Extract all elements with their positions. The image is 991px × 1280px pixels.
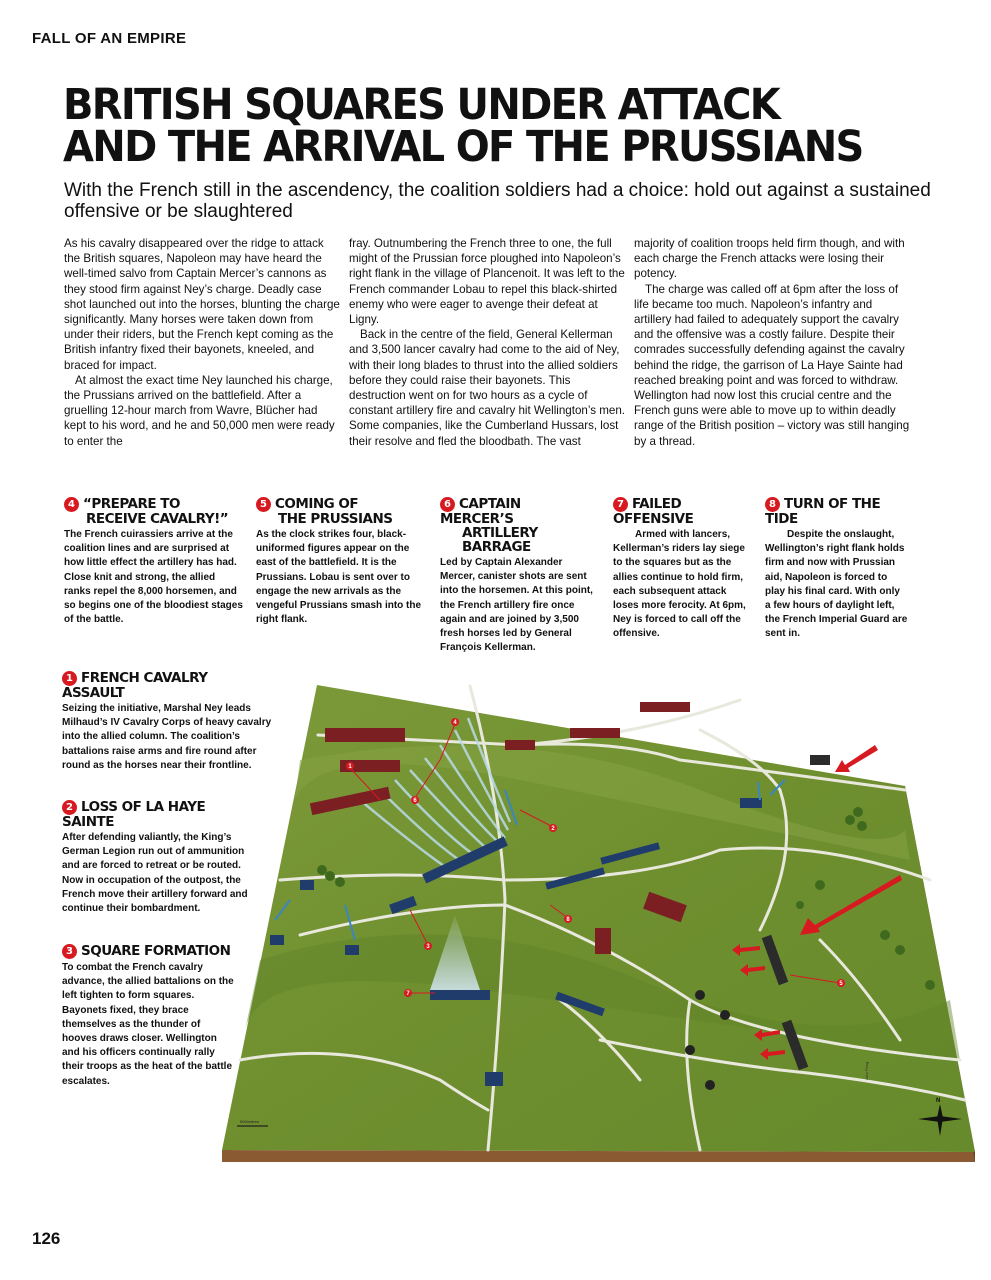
tree xyxy=(815,880,825,890)
callout-6 xyxy=(440,497,598,655)
callout-text: Led by Captain Alexander Mercer, canister shots are sent into the horsemen. At this point, the French artillery fire once again and are joined by 3,500 fresh horses led by General François Kellerman. xyxy=(440,557,593,654)
callout-4 xyxy=(64,497,244,627)
callout-text: To combat the French cavalry advance, the allied battalions on the left tighten to form squares. Bayonets fixed, they brace themselves as the thunder of hooves draws closer. Wellington and his officers continually rally their troops as the heat of the battle escalates. xyxy=(62,962,234,1087)
callout-title: 7 FAILED OFFENSIVE xyxy=(613,496,694,527)
callout-text: As the clock strikes four, black-uniformed figures appear on the east of the battlefield. It is the Prussians. Lobau is sent over to engage the new arrivals as the vengeful Prussians smash into the right flank. xyxy=(256,529,422,626)
artillery xyxy=(695,990,705,1000)
callout-title: 1 FRENCH CAVALRY ASSAULT xyxy=(62,670,208,701)
map-marker-label: 7 xyxy=(406,991,410,997)
map-marker-label: 2 xyxy=(551,826,555,832)
tree xyxy=(925,980,935,990)
body-column-2 xyxy=(349,236,625,449)
tree xyxy=(845,815,855,825)
marker-number-badge: 4 xyxy=(64,497,79,512)
callout-title: 8 TURN OF THE TIDE xyxy=(765,496,881,527)
artillery xyxy=(705,1080,715,1090)
page-number: 126 xyxy=(32,1229,61,1248)
map-marker-label: 8 xyxy=(566,917,570,923)
callout-5 xyxy=(256,497,426,627)
marker-number-badge: 8 xyxy=(765,497,780,512)
body-paragraph: As his cavalry disappeared over the ridge to attack the British squares, Napoleon may have heard the well-timed salvo from Captain Mercer’s cannons as they stood firm against Ney’s charge. Deadly case shot launched out into the horses, blunting the charge significantly. Many horses were taken down from under their riders, but the French kept coming as the British infantry fixed their bayonets, kneeled, and braced for impact. xyxy=(64,237,340,372)
callout-3 xyxy=(62,944,237,1089)
french-unit xyxy=(505,740,535,750)
marker-number-badge: 5 xyxy=(256,497,271,512)
callout-title: 6 CAPTAIN MERCER’S ARTILLERY BARRAGE xyxy=(440,496,538,555)
artillery xyxy=(685,1045,695,1055)
map-earth-side xyxy=(222,1150,975,1162)
body-paragraph: The charge was called off at 6pm after the loss of life became too much. Napoleon’s infantry and artillery had failed to adequately support the cavalry and the offensive was a costly failure. Despite their comrades successfully defending against the cavalry behind the ridge, the garrison of La Haye Sainte had reached breaking point and was forced to withdraw. Wellington had now lost this crucial centre and the French guns were able to move up to within deadly range of the British position – victory was still hanging by a thread. xyxy=(634,282,910,448)
marker-number-badge: 3 xyxy=(62,944,77,959)
callout-title: 2 LOSS OF LA HAYE SAINTE xyxy=(62,799,206,830)
callout-text: Armed with lancers, Kellerman’s riders lay siege to the squares but as the allies continue to hold firm, each subsequent attack loses more ferocity. At 6pm, Ney is forced to call off the offensive. xyxy=(613,529,746,640)
tree xyxy=(317,865,327,875)
tree xyxy=(853,807,863,817)
tree xyxy=(895,945,905,955)
marker-number-badge: 2 xyxy=(62,800,77,815)
tree xyxy=(335,877,345,887)
french-unit xyxy=(595,928,611,954)
artillery xyxy=(720,1010,730,1020)
tree xyxy=(857,821,867,831)
headline xyxy=(63,80,881,172)
callout-text: Despite the onslaught, Wellington’s right flank holds firm and now with Prussian aid, Napoleon is forced to play his final card. With only a few hours of daylight left, the French Imperial Guard are sent in. xyxy=(765,529,908,640)
prussian-unit xyxy=(810,755,830,765)
map-marker-label: 1 xyxy=(348,764,352,770)
headline-line-1: BRITISH SQUARES UNDER ATTACK xyxy=(63,80,780,130)
body-paragraph: majority of coalition troops held firm though, and with each charge the French attacks were losing their potency. xyxy=(634,237,905,281)
french-unit xyxy=(640,702,690,712)
illustrator-credit: Alex Pang xyxy=(864,1061,869,1080)
allied-unit xyxy=(740,798,762,808)
tree xyxy=(880,930,890,940)
attack-arrow xyxy=(835,745,878,772)
allied-unit xyxy=(485,1072,503,1086)
allied-unit xyxy=(430,990,490,1000)
map-marker-label: 3 xyxy=(426,944,430,950)
callout-7 xyxy=(613,497,753,642)
allied-unit xyxy=(300,880,314,890)
callout-text: Seizing the initiative, Marshal Ney leads Milhaud’s IV Cavalry Corps of heavy cavalry into the allied column. The coalition’s battalions raise arms and fire round after round as the horses near their frontline. xyxy=(62,703,272,771)
callout-title: 5 COMING OF THE PRUSSIANS xyxy=(256,497,426,526)
body-paragraph: At almost the exact time Ney launched his charge, the Prussians arrived on the battlefield. After a gruelling 12-hour march from Wavre, Blücher had kept to his word, and he and 50,000 men were ready to enter the xyxy=(64,373,335,448)
french-unit xyxy=(325,728,405,742)
battlefield-map xyxy=(215,672,980,1167)
french-unit xyxy=(570,728,620,738)
callout-text: The French cuirassiers arrive at the coalition lines and are surprised at how little effect the artillery has had. Close knit and strong, the allied ranks repel the 8,000 horsemen, and so begins one of the bloodiest stages of the battle. xyxy=(64,529,243,626)
map-marker-label: 4 xyxy=(453,720,457,726)
allied-unit xyxy=(345,945,359,955)
marker-number-badge: 7 xyxy=(613,497,628,512)
compass-label: N xyxy=(936,1098,941,1104)
body-paragraph: fray. Outnumbering the French three to one, the full might of the Prussian force ploughed into Napoleon’s right flank in the village of Plancenoit. It was left to the French commander Lobau to repel this black-shirted enemy who were eager to avenge their defeat at Ligny. xyxy=(349,237,625,327)
callout-title: 3 SQUARE FORMATION xyxy=(62,944,237,959)
callout-8 xyxy=(765,497,908,642)
map-marker-label: 6 xyxy=(413,798,417,804)
allied-unit xyxy=(270,935,284,945)
body-column-1 xyxy=(64,236,340,449)
standfirst: With the French still in the ascendency, the coalition soldiers had a choice: hold out against a sustained offensive or be slaughtered xyxy=(64,180,931,222)
callout-title: 4 “PREPARE TO RECEIVE CAVALRY!” xyxy=(64,497,244,526)
marker-number-badge: 1 xyxy=(62,671,77,686)
tree xyxy=(325,871,335,881)
body-column-3 xyxy=(634,236,910,449)
body-paragraph: Back in the centre of the field, General Kellerman and 3,500 lancer cavalry had come to the aid of Ney, with their long blades to thrust into the allied soldiers before they could raise their bayonets. This destruction went on for two hours as a cycle of constant artillery fire and cavalry hit Wellington’s men. Some companies, like the Cumberland Hussars, lost their resolve and fled the bloodbath. The vast xyxy=(349,328,626,448)
headline-line-2: AND THE ARRIVAL OF THE PRUSSIANS xyxy=(63,122,863,172)
section-label: FALL OF AN EMPIRE xyxy=(32,30,187,47)
scale-label: 500metres xyxy=(240,1119,259,1124)
callout-text: After defending valiantly, the King’s German Legion run out of ammunition and are forced to retreat or be routed. Now in occupation of the outpost, the French move their artillery forward and continue their bombardment. xyxy=(62,832,248,915)
map-marker-label: 5 xyxy=(839,981,843,987)
tree xyxy=(796,901,804,909)
marker-number-badge: 6 xyxy=(440,497,455,512)
